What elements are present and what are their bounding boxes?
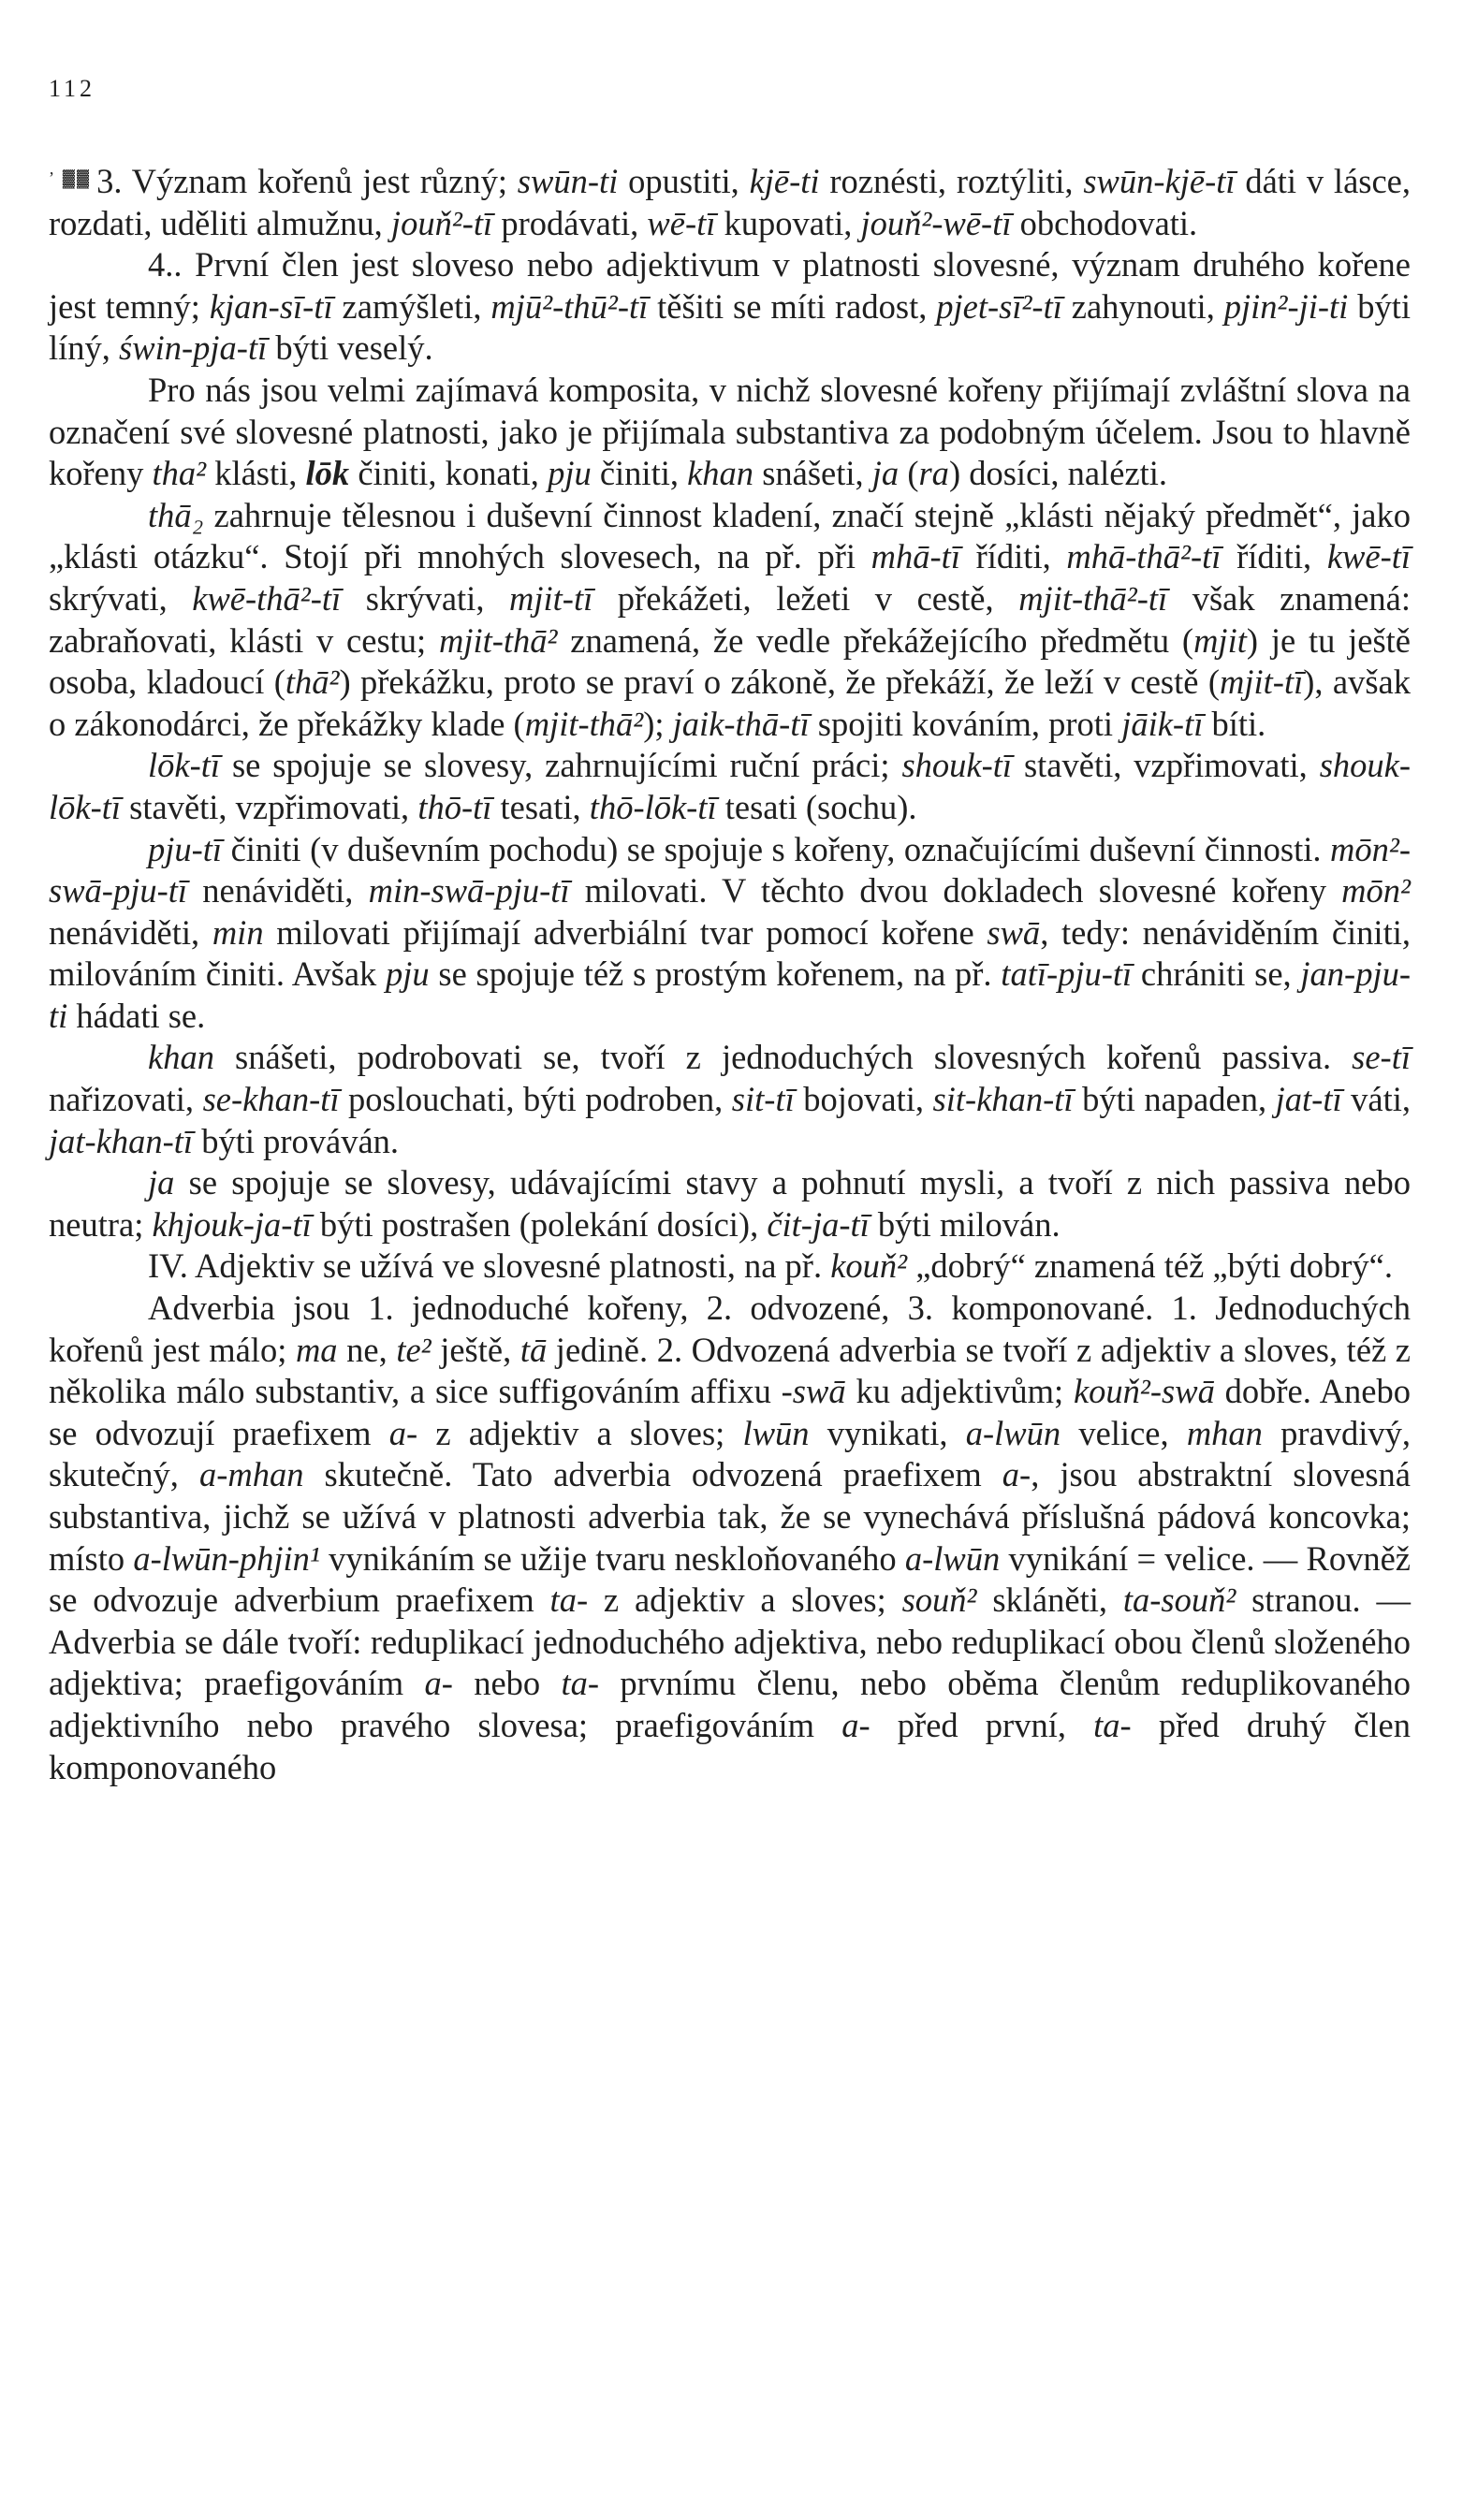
- term: ta-: [549, 1580, 589, 1620]
- text-run: milovati. V těchto dvou dokladech slovesné kořeny: [569, 871, 1342, 910]
- term: swūn-ti: [517, 162, 619, 200]
- term: sit-tī: [731, 1080, 795, 1119]
- term: mhā-thā²-tī: [1066, 537, 1222, 576]
- term: mōn²: [1341, 871, 1411, 910]
- text-run: stavěti, vzpřimovati,: [1012, 746, 1320, 785]
- term: ta-: [561, 1664, 600, 1703]
- text-run: spojiti kováním, proti: [809, 704, 1122, 743]
- text-run: , tedy: nenáviděním činiti, milováním činiti. Avšak: [49, 912, 1411, 994]
- text-run: vynikání = velice. — Rovněž se odvozuje adverbium praefixem: [49, 1538, 1411, 1620]
- term: min: [212, 912, 264, 952]
- paragraph: [49, 1162, 1411, 1245]
- text-run: před druhý člen komponovaného: [49, 1705, 1411, 1786]
- text-run: býti veselý.: [267, 328, 433, 368]
- term: shouk-tī: [901, 746, 1013, 785]
- text-run: Pro nás jsou velmi zajímavá komposita, v nichž slovesné kořeny přijímají zvláštní slova na označení své slovesné platnosti, jako je přijímala substantiva za podobným účelem. Jsou to hlavně kořeny: [49, 370, 1411, 493]
- term: mhā-tī: [870, 537, 960, 576]
- text-run: ještě,: [431, 1330, 520, 1369]
- term: a-: [1002, 1455, 1031, 1494]
- term: lwūn: [742, 1413, 810, 1452]
- term: -swā: [781, 1372, 846, 1411]
- term: tha²: [152, 454, 207, 493]
- term: thō-lōk-tī: [589, 787, 717, 826]
- text-run: býti napaden,: [1073, 1080, 1276, 1119]
- paragraph: [49, 495, 1411, 746]
- term: mhan: [1186, 1413, 1263, 1452]
- term: a-lwūn: [965, 1413, 1061, 1452]
- text-run: poslouchati, býti podroben,: [339, 1080, 732, 1119]
- text-run: „dobrý“ znamená též „býti dobrý“.: [907, 1246, 1393, 1286]
- term: tā: [519, 1330, 548, 1369]
- term: ta-souň²: [1122, 1580, 1236, 1620]
- text-run: opustiti,: [618, 162, 750, 200]
- term: a-: [424, 1664, 453, 1703]
- term: kjē-ti: [749, 162, 820, 200]
- text-run: skrývati,: [49, 578, 193, 618]
- term: jāik-tī: [1121, 704, 1204, 743]
- text-run: velice,: [1061, 1413, 1187, 1452]
- term: a-: [841, 1705, 870, 1744]
- text-run: tesati,: [491, 787, 590, 826]
- text-run: );: [643, 704, 673, 743]
- term: a-lwūn: [904, 1538, 1001, 1578]
- paragraph: [49, 1037, 1411, 1162]
- term: ja: [148, 1163, 175, 1202]
- term: pju: [548, 454, 592, 493]
- text-run: prodávati,: [492, 203, 648, 242]
- text-run: ) překážku, proto se praví o zákoně, že překáží, že leží v cestě (: [339, 663, 1221, 702]
- term: jaik-thā-tī: [672, 704, 810, 743]
- text-run: , jsou abstraktní slovesná substantiva, jichž se užívá v platnosti adverbia tak, že se vynechává příslušná pádová koncovka; místo: [49, 1455, 1411, 1578]
- text-run: býti postrašen (polekání dosíci),: [311, 1204, 768, 1244]
- body-text: [49, 157, 1411, 1788]
- text-run: se spojuje též s prostým kořenem, na př.: [429, 954, 1002, 994]
- text-run: se spojuje se slovesy, zahrnujícími ruční práci;: [220, 746, 902, 785]
- term: mjit-thā²-tī: [1018, 578, 1168, 618]
- text-run: před první,: [870, 1705, 1094, 1744]
- text-run: roznésti, roztýliti,: [819, 162, 1084, 200]
- text-run: stavěti, vzpřimovati,: [121, 787, 418, 826]
- text-run: prvnímu členu, nebo oběma členům reduplikovaného adjektivního nebo pravého slovesa; praefigováním: [49, 1664, 1411, 1744]
- text-run: se spojuje se slovesy, udávajícími stavy a pohnutí mysli, a tvoří z nich passiva nebo neutra;: [49, 1163, 1411, 1244]
- text-run: stranou. — Adverbia se dále tvoří: reduplikací jednoduchého adjektiva, nebo reduplikací obou členů složeného adjektiva; praefigováním: [49, 1580, 1411, 1703]
- text-run: dáti v lásce, rozdati, uděliti almužnu,: [49, 162, 1411, 242]
- term: souň²: [901, 1580, 977, 1620]
- term: mjit-tī: [1220, 663, 1304, 702]
- term: min-swā-pju-tī: [368, 871, 570, 910]
- paragraph: [49, 1288, 1411, 1788]
- text-run: (: [899, 454, 919, 493]
- text-run: snášeti, podrobovati se, tvoří z jednoduchých slovesných kořenů passiva.: [213, 1038, 1353, 1077]
- term: te²: [396, 1330, 432, 1369]
- term: mjit-thā²: [524, 704, 644, 743]
- term: świn-pja-tī: [119, 328, 268, 368]
- text-run: skutečně. Tato adverbia odvozená praefixem: [303, 1455, 1002, 1494]
- paragraph: [49, 745, 1411, 828]
- text-run: těšiti se míti radost,: [648, 286, 937, 326]
- term: ma: [295, 1330, 338, 1369]
- margin-mark: ’ ▓▓: [49, 168, 92, 187]
- text-run: říditi,: [1221, 537, 1327, 576]
- text-run: znamená, že vedle překážejícího předmětu (: [557, 620, 1194, 660]
- term: ra: [918, 454, 949, 493]
- text-run: zahrnuje tělesnou i duševní činnost kladení, značí stejně „klásti nějaký předmět“, jako „klásti otázku“. Stojí při mnohých slovesech, na př. při: [49, 495, 1411, 576]
- text-run: skrývati,: [341, 578, 510, 618]
- text-run: hádati se.: [67, 996, 206, 1035]
- term: a-lwūn-phjin¹: [133, 1538, 320, 1578]
- text-run: z adjektiv a sloves;: [417, 1413, 743, 1452]
- text-run: Adverbia jsou 1. jednoduché kořeny, 2. odvozené, 3. komponované. 1. Jednoduchých kořenů jest málo;: [49, 1289, 1411, 1369]
- term: thā²: [285, 663, 340, 702]
- text-run: milovati přijímají adverbiální tvar pomocí kořene: [263, 912, 988, 952]
- text-run: zamýšleti,: [332, 286, 491, 326]
- term: swā: [987, 912, 1041, 952]
- text-run: býti líný,: [49, 286, 1411, 368]
- paragraph: [49, 1245, 1411, 1288]
- term: čit-ja-tī: [767, 1204, 870, 1244]
- paragraph: [49, 829, 1411, 1038]
- text-run: ) je tu ještě osoba, kladoucí (: [49, 620, 1412, 702]
- text-run: nenáviděti,: [49, 912, 212, 952]
- text-run: zahynouti,: [1061, 286, 1224, 326]
- text-run: klásti,: [206, 454, 306, 493]
- text-run: býti milován.: [869, 1204, 1061, 1244]
- term: mjit-thā²: [438, 620, 558, 660]
- term: pjet-sī²-tī: [936, 286, 1062, 326]
- term: kouň²: [830, 1246, 908, 1286]
- term: pju: [386, 954, 430, 994]
- text-run: pravdivý, skutečný,: [49, 1413, 1412, 1494]
- text-run: obchodovati.: [1011, 203, 1198, 242]
- term: swūn-kjē-tī: [1083, 162, 1236, 200]
- term: ja: [871, 454, 900, 493]
- text-run: činiti (v duševním pochodu) se spojuje s kořeny, označujícími duševní činnosti.: [222, 829, 1331, 868]
- term: lōk: [305, 454, 350, 493]
- term: pju-tī: [148, 829, 223, 868]
- text-run: ), avšak o zákonodárci, že překážky klade (: [49, 663, 1412, 743]
- text-run: dobře. Anebo se odvozují praefixem: [49, 1372, 1412, 1452]
- text-run: říditi,: [959, 537, 1067, 576]
- text-run: snášeti,: [753, 454, 872, 493]
- paragraph: [49, 157, 1411, 244]
- term: wē-tī: [647, 203, 716, 242]
- term: khan: [687, 454, 754, 493]
- text-run: váti,: [1341, 1080, 1411, 1119]
- term: lōk-tī: [148, 746, 221, 785]
- term: ta-: [1093, 1705, 1132, 1744]
- text-run: tesati (sochu).: [716, 787, 917, 826]
- term: se-khan-tī: [202, 1080, 340, 1119]
- term: mjū²-thū²-tī: [490, 286, 649, 326]
- term: jouň²-wē-tī: [860, 203, 1012, 242]
- text-run: jedině. 2. Odvozená adverbia se tvoří z adjektiv a sloves, též z několika málo substantiv, a sice suffigováním affixu: [49, 1330, 1412, 1411]
- paragraph: [49, 370, 1411, 495]
- term: tatī-pju-tī: [1001, 954, 1133, 994]
- text-run: nařizovati,: [49, 1080, 203, 1119]
- term: kwē-tī: [1326, 537, 1412, 576]
- term: se-tī: [1352, 1038, 1411, 1077]
- term: kouň²-swā: [1073, 1372, 1215, 1411]
- term: jouň²-tī: [390, 203, 493, 242]
- text-run: bíti.: [1203, 704, 1266, 743]
- text-run: vynikáním se užije tvaru neskloňovaného: [319, 1538, 905, 1578]
- text-run: 3. Význam kořenů jest různý;: [96, 162, 518, 200]
- text-run: bojovati,: [794, 1080, 933, 1119]
- paragraph: [49, 244, 1411, 370]
- text-run: skláněti,: [976, 1580, 1123, 1620]
- term: jat-tī: [1275, 1080, 1342, 1119]
- term: pjin²-ji-ti: [1223, 286, 1349, 326]
- text-run: překážeti, ležeti v cestě,: [593, 578, 1019, 618]
- term: shouk-lōk-tī: [49, 746, 1411, 826]
- text-run: vynikati,: [809, 1413, 966, 1452]
- term: mjit: [1193, 620, 1247, 660]
- term: jan-pju-ti: [49, 954, 1411, 1035]
- term: khjouk-ja-tī: [152, 1204, 312, 1244]
- text-run: činiti, konati,: [349, 454, 549, 493]
- text-run: nenáviděti,: [187, 871, 369, 910]
- text-run: činiti,: [591, 454, 688, 493]
- text-run: nebo: [452, 1664, 562, 1703]
- text-run: ku adjektivům;: [845, 1372, 1074, 1411]
- term: sit-khan-tī: [932, 1080, 1074, 1119]
- term: mjit-tī: [509, 578, 593, 618]
- term: mōn²-swā-pju-tī: [49, 829, 1411, 910]
- text-run: 4.. První člen jest sloveso nebo adjektivum v platnosti slovesné, význam druhého kořene jest temný;: [49, 245, 1411, 326]
- text-run: chrániti se,: [1132, 954, 1301, 994]
- term: jat-khan-tī: [49, 1121, 194, 1160]
- term: thā₂: [148, 495, 204, 534]
- term: thō-tī: [417, 787, 492, 826]
- page-number: 112: [49, 75, 96, 102]
- term: khan: [148, 1038, 214, 1077]
- text-run: však znamená: zabraňovati, klásti v cestu;: [49, 578, 1411, 660]
- term: a-mhan: [198, 1455, 304, 1494]
- text-run: IV. Adjektiv se užívá ve slovesné platnosti, na př.: [148, 1246, 831, 1286]
- text-run: kupovati,: [715, 203, 861, 242]
- term: kwē-thā²-tī: [192, 578, 342, 618]
- text-run: z adjektiv a sloves;: [588, 1580, 902, 1620]
- text-run: býti prováván.: [193, 1121, 400, 1160]
- text-run: ) dosíci, nalézti.: [948, 454, 1168, 493]
- term: a-: [388, 1413, 418, 1452]
- term: kjan-sī-tī: [209, 286, 333, 326]
- text-run: ne,: [337, 1330, 397, 1369]
